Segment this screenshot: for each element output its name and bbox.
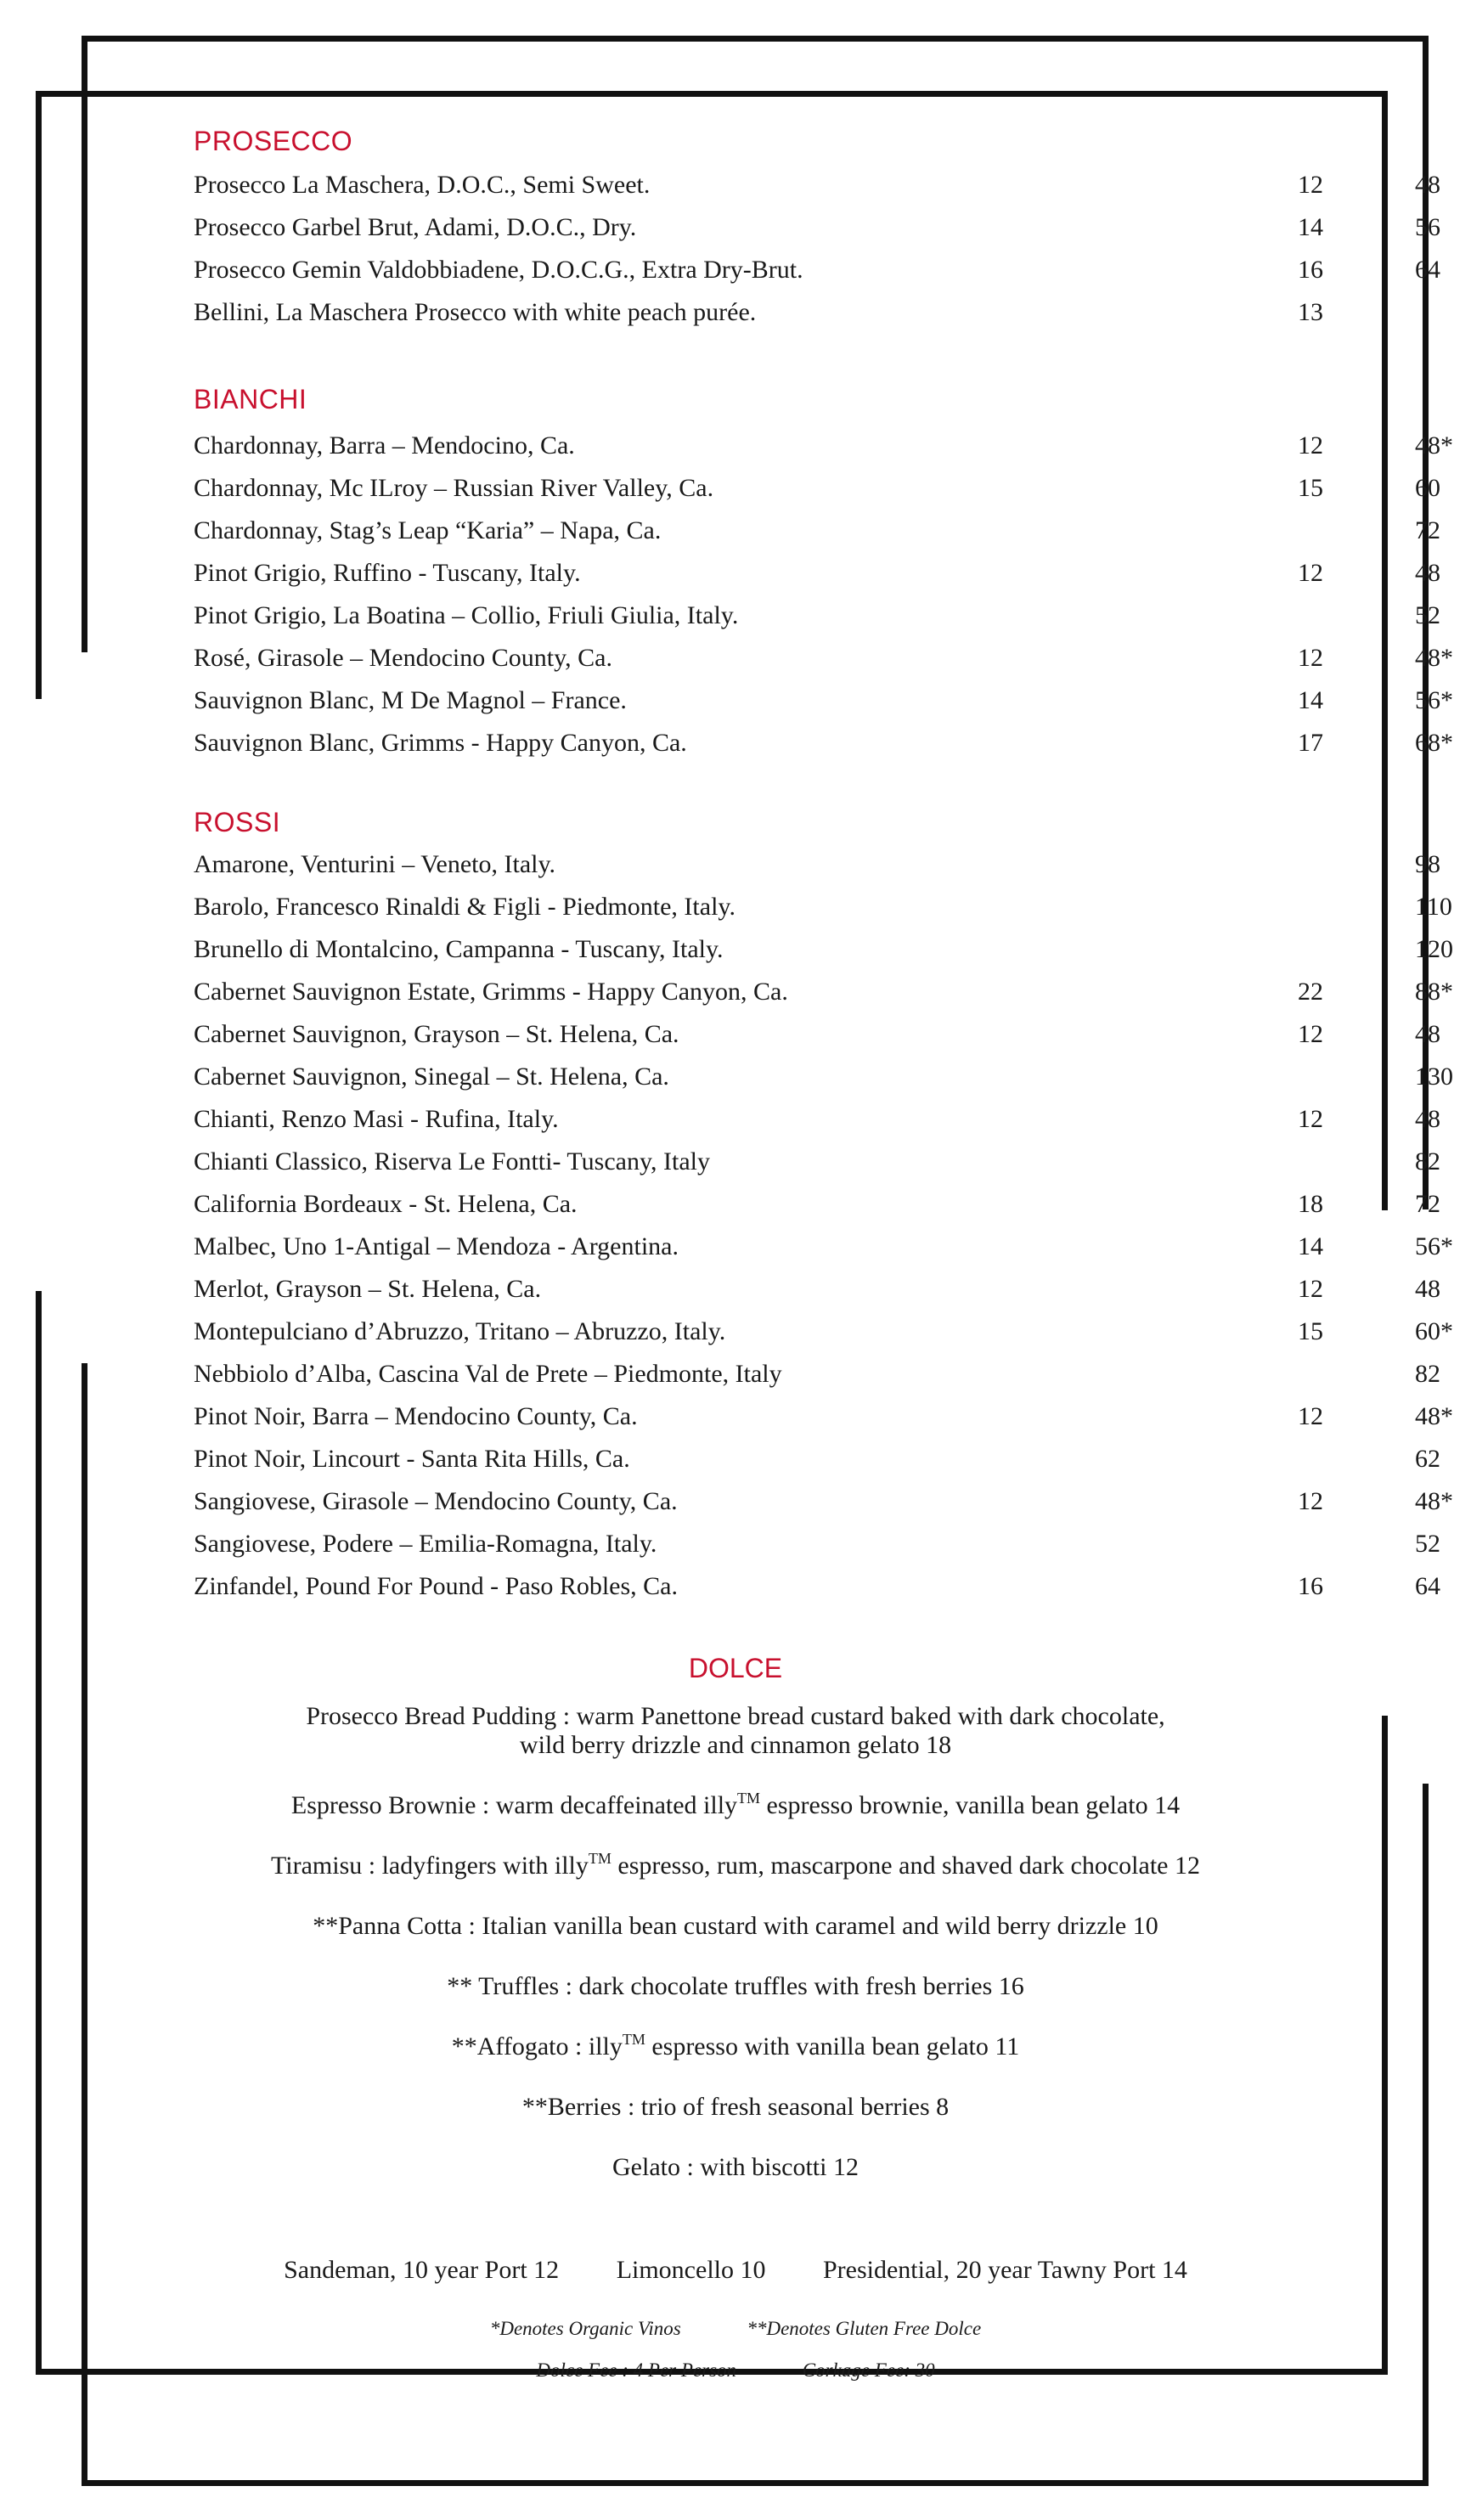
footnote-organic: *Denotes Organic Vinos [489,2318,681,2339]
footnote-denotes [0,2318,1471,2340]
wine-row: Zinfandel, Pound For Pound - Paso Robles, Ca. 16 64 [194,1565,1298,1608]
wine-bottle-price: 72 [1415,1190,1440,1218]
footnote-corkage-fee: Corkage Fee: 30 [802,2359,935,2381]
wine-bottle-price: 72 [1415,516,1440,544]
wine-bottle-price: 98 [1415,850,1440,878]
wine-name: Chardonnay, Stag’s Leap “Karia” – Napa, Ca. [194,516,662,544]
dolce-item-affogato [170,2032,1301,2061]
wine-name: Chardonnay, Barra – Mendocino, Ca. [194,431,575,459]
wine-name: Amarone, Venturini – Veneto, Italy. [194,850,556,878]
wine-row [194,1353,1440,1395]
drink-limoncello: Limoncello 10 [616,2256,766,2284]
wine-name: Merlot, Grayson – St. Helena, Ca. [194,1275,542,1303]
wine-row [194,510,1440,552]
wine-row: Merlot, Grayson – St. Helena, Ca. 12 48 [194,1268,1298,1311]
wine-bottle-price: 48* [1415,1402,1453,1430]
wine-name: Barolo, Francesco Rinaldi & Figli - Piedmonte, Italy. [194,893,736,921]
section-title-bianchi: BIANCHI [194,384,307,414]
wine-row: Prosecco Gemin Valdobbiadene, D.O.C.G., Extra Dry-Brut. 16 64 [194,249,1298,291]
dolce-affogato-text: **Affogato : illy [451,2032,623,2061]
wine-name: Pinot Grigio, La Boatina – Collio, Friuli Giulia, Italy. [194,601,739,629]
dolce-item-gelato: Gelato : with biscotti 12 [612,2153,859,2181]
wine-name: California Bordeaux - St. Helena, Ca. [194,1190,578,1218]
wine-bottle-price: 48* [1415,1487,1453,1515]
wine-row [194,928,1453,971]
wine-name: Bellini, La Maschera Prosecco with white peach purée. [194,298,757,326]
wine-bottle-price: 60* [1415,1317,1453,1345]
wine-row: Cabernet Sauvignon, Grayson – St. Helena, Ca. 12 48 [194,1013,1298,1056]
wine-bottle-price: 48 [1415,1020,1440,1048]
wine-bottle-price: 68* [1415,729,1453,757]
dolce-bread-pudding-line1: Prosecco Bread Pudding : warm Panettone bread custard baked with dark chocolate, [306,1702,1165,1730]
footnote-dolce-fee: Dolce Fee : 4 Per Person [536,2359,737,2381]
footnote-fees [0,2359,1471,2382]
wine-row: Pinot Noir, Barra – Mendocino County, Ca. 12 48* [194,1395,1298,1438]
wine-bottle-price: 110 [1415,893,1452,921]
wine-row: Bellini, La Maschera Prosecco with white peach purée. 13 [194,291,1298,334]
drink-tawny-port: Presidential, 20 year Tawny Port 14 [822,2256,1187,2284]
wine-row [194,886,1452,928]
dolce-item-truffles: ** Truffles : dark chocolate truffles with fresh berries 16 [447,1972,1024,2000]
wine-name: Brunello di Montalcino, Campanna - Tuscany, Italy. [194,935,724,963]
wine-bottle-price: 56* [1415,1232,1453,1260]
dolce-brownie-text-end: espresso brownie, vanilla bean gelato 14 [760,1791,1181,1819]
wine-bottle-price: 48* [1415,644,1453,672]
wine-bottle-price: 130 [1415,1063,1453,1091]
dolce-item-berries: **Berries : trio of fresh seasonal berries 8 [521,2093,950,2121]
wine-name: Sauvignon Blanc, M De Magnol – France. [194,686,627,714]
wine-bottle-price: 48 [1415,1105,1440,1133]
wine-row [194,1523,1440,1565]
wine-name: Pinot Noir, Lincourt - Santa Rita Hills, Ca. [194,1445,630,1473]
trademark-mark: TM [622,2031,645,2048]
frame-left-inner [36,91,42,699]
wine-name: Cabernet Sauvignon, Sinegal – St. Helena, Ca. [194,1063,669,1091]
wine-name: Rosé, Girasole – Mendocino County, Ca. [194,644,612,672]
wine-bottle-price: 48* [1415,431,1453,459]
wine-row: Sauvignon Blanc, Grimms - Happy Canyon, Ca. 17 68* [194,722,1298,764]
section-title-prosecco: PROSECCO [194,126,353,156]
dolce-item-panna-cotta: **Panna Cotta : Italian vanilla bean custard with caramel and wild berry drizzle 10 [313,1912,1158,1940]
wine-bottle-price: 62 [1415,1445,1440,1473]
wine-row: Pinot Grigio, Ruffino - Tuscany, Italy. 12 48 [194,552,1298,595]
wine-row: Prosecco La Maschera, D.O.C., Semi Sweet. 12 48 [194,164,1298,206]
dolce-bread-pudding-line2: wild berry drizzle and cinnamon gelato 18 [519,1731,952,1759]
wine-name: Chardonnay, Mc ILroy – Russian River Valley, Ca. [194,474,714,502]
wine-bottle-price: 52 [1415,1530,1440,1558]
wine-name: Malbec, Uno 1-Antigal – Mendoza - Argentina. [194,1232,679,1260]
wine-row: Sauvignon Blanc, M De Magnol – France. 14 56* [194,679,1298,722]
wine-name: Pinot Noir, Barra – Mendocino County, Ca. [194,1402,638,1430]
footnote-gluten-free: **Denotes Gluten Free Dolce [747,2318,982,2339]
wine-row: Rosé, Girasole – Mendocino County, Ca. 12 48* [194,637,1298,679]
dolce-item-tiramisu [170,1852,1301,1880]
frame-top-outer [82,36,1429,42]
section-title-dolce: DOLCE [688,1653,783,1683]
rossi-list [194,843,1453,1608]
wine-name: Chianti Classico, Riserva Le Fontti- Tuscany, Italy [194,1147,711,1175]
wine-name: Sangiovese, Girasole – Mendocino County, Ca. [194,1487,678,1515]
wine-bottle-price: 82 [1415,1147,1440,1175]
wine-bottle-price: 56* [1415,686,1453,714]
wine-name: Zinfandel, Pound For Pound - Paso Robles, Ca. [194,1572,678,1600]
wine-bottle-price: 48 [1415,171,1440,199]
wine-row: California Bordeaux - St. Helena, Ca. 18 72 [194,1183,1298,1226]
wine-name: Cabernet Sauvignon Estate, Grimms - Happy Canyon, Ca. [194,978,788,1006]
drink-sandeman-port: Sandeman, 10 year Port 12 [284,2256,560,2284]
frame-right-inner [1382,91,1388,1210]
wine-row: Sangiovese, Girasole – Mendocino County, Ca. 12 48* [194,1480,1298,1523]
wine-name: Cabernet Sauvignon, Grayson – St. Helena, Ca. [194,1020,679,1048]
wine-bottle-price: 60 [1415,474,1440,502]
wine-bottle-price: 88* [1415,978,1453,1006]
wine-row: Montepulciano d’Abruzzo, Tritano – Abruzzo, Italy. 15 60* [194,1311,1298,1353]
wine-bottle-price: 48 [1415,559,1440,587]
dolce-tiramisu-text-end: espresso, rum, mascarpone and shaved dark chocolate 12 [611,1852,1200,1880]
frame-top-inner [36,91,1388,97]
trademark-mark: TM [588,1850,612,1867]
frame-left-lower-outer [36,1291,42,2375]
dolce-item-bread-pudding [170,1702,1301,1760]
wine-row: Cabernet Sauvignon Estate, Grimms - Happy Canyon, Ca. 22 88* [194,971,1298,1013]
wine-row: Malbec, Uno 1-Antigal – Mendoza - Argentina. 14 56* [194,1226,1298,1268]
wine-bottle-price: 82 [1415,1360,1440,1388]
bianchi-list [194,425,1453,764]
wine-bottle-price: 48 [1415,1275,1440,1303]
wine-row [194,1438,1440,1480]
dolce-list [170,1702,1301,2182]
wine-name: Prosecco Gemin Valdobbiadene, D.O.C.G., Extra Dry-Brut. [194,256,803,284]
dolce-tiramisu-text: Tiramisu : ladyfingers with illy [271,1852,589,1880]
wine-row [194,595,1440,637]
wine-name: Pinot Grigio, Ruffino - Tuscany, Italy. [194,559,581,587]
wine-name: Sauvignon Blanc, Grimms - Happy Canyon, Ca. [194,729,687,757]
wine-row [194,843,1440,886]
prosecco-list [194,164,1440,334]
dolce-brownie-text: Espresso Brownie : warm decaffeinated illy [290,1791,738,1819]
wine-row: Prosecco Garbel Brut, Adami, D.O.C., Dry. 14 56 [194,206,1298,249]
section-title-rossi: ROSSI [194,807,281,837]
wine-name: Chianti, Renzo Masi - Rufina, Italy. [194,1105,559,1133]
wine-row: Chianti, Renzo Masi - Rufina, Italy. 12 48 [194,1098,1298,1141]
wine-row: Chardonnay, Mc ILroy – Russian River Valley, Ca. 15 60 [194,467,1298,510]
frame-left-outer [82,36,87,652]
dolce-item-espresso-brownie [170,1791,1301,1820]
wine-bottle-price: 120 [1415,935,1453,963]
dolce-affogato-text-end: espresso with vanilla bean gelato 11 [645,2032,1020,2061]
wine-name: Prosecco La Maschera, D.O.C., Semi Sweet. [194,171,651,199]
trademark-mark: TM [737,1790,761,1807]
wine-bottle-price: 64 [1415,256,1440,284]
after-dinner-drinks [0,2256,1471,2285]
wine-name: Sangiovese, Podere – Emilia-Romagna, Italy. [194,1530,657,1558]
wine-name: Nebbiolo d’Alba, Cascina Val de Prete – Piedmonte, Italy [194,1360,782,1388]
wine-name: Montepulciano d’Abruzzo, Tritano – Abruzzo, Italy. [194,1317,726,1345]
wine-row: Chardonnay, Barra – Mendocino, Ca. 12 48* [194,425,1298,467]
wine-bottle-price: 52 [1415,601,1440,629]
wine-row [194,1141,1440,1183]
wine-row [194,1056,1453,1098]
wine-bottle-price: 64 [1415,1572,1440,1600]
frame-bottom-lower-inner [82,2480,1429,2486]
wine-bottle-price: 56 [1415,213,1440,241]
wine-name: Prosecco Garbel Brut, Adami, D.O.C., Dry. [194,213,637,241]
